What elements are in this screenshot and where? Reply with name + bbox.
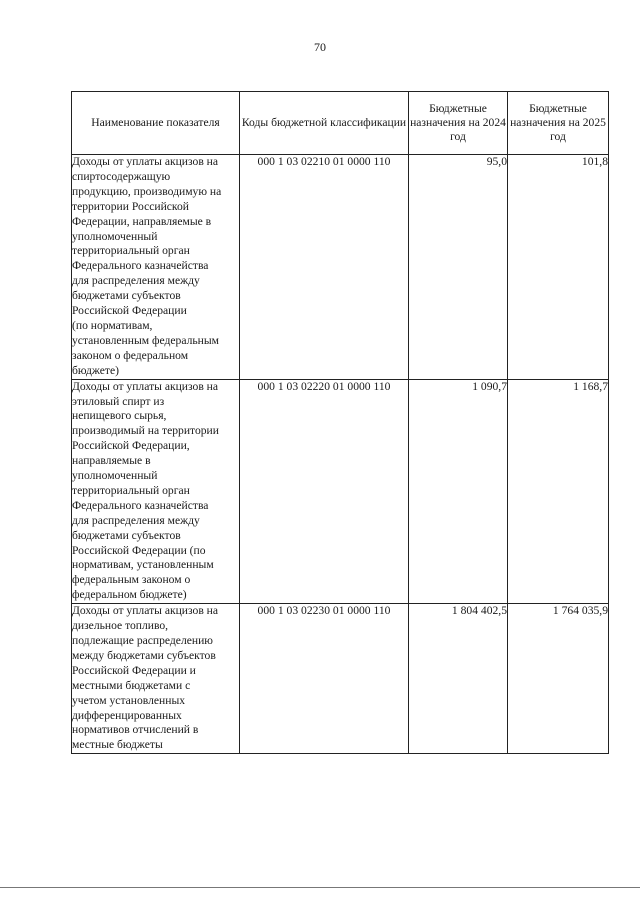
indicator-name-line: дизельное топливо, — [72, 619, 169, 633]
indicator-name-line: производимый на территории — [72, 424, 219, 438]
indicator-name-cell — [72, 379, 240, 604]
budget-2024-cell: 1 804 402,5 — [409, 604, 508, 754]
indicator-name-line: местными бюджетами с — [72, 678, 191, 692]
budget-code-cell: 000 1 03 02210 01 0000 110 — [240, 155, 409, 380]
budget-code-cell: 000 1 03 02230 01 0000 110 — [240, 604, 409, 754]
indicator-name-line: бюджете) — [72, 363, 119, 377]
indicator-name-line: Федерального казначейства — [72, 259, 209, 273]
indicator-name-line: нормативов отчислений в — [72, 723, 199, 737]
indicator-name-line: дифференцированных — [72, 708, 182, 722]
indicator-name-line: бюджетами субъектов — [72, 528, 181, 542]
indicator-name-line: Доходы от уплаты акцизов на — [72, 379, 219, 393]
indicator-name-line: спиртосодержащую — [72, 169, 171, 183]
indicator-name-line: (по нормативам, — [72, 318, 153, 332]
table-row — [72, 155, 609, 380]
indicator-name-line: продукцию, производимую на — [72, 184, 222, 198]
indicator-name-line: Российской Федерации (по — [72, 543, 206, 557]
header-budget-code: Коды бюджетной классификации — [240, 92, 409, 155]
indicator-name-line: Федерации, направляемые в — [72, 214, 212, 228]
indicator-name-line: между бюджетами субъектов — [72, 648, 216, 662]
indicator-name-line: федеральном бюджете) — [72, 588, 187, 602]
indicator-name-line: уполномоченный — [72, 469, 158, 483]
indicator-name-line: этиловый спирт из — [72, 394, 165, 408]
indicator-name-line: Доходы от уплаты акцизов на — [72, 155, 219, 168]
header-budget-2024: Бюджетные назначения на 2024 год — [409, 92, 508, 155]
indicator-name-line: подлежащие распределению — [72, 634, 213, 647]
header-indicator-name: Наименование показателя — [72, 92, 240, 155]
indicator-name-line: для распределения между — [72, 274, 200, 288]
indicator-name-line: бюджетами субъектов — [72, 289, 181, 303]
page-number: 70 — [314, 40, 326, 54]
page-bottom-rule — [0, 887, 640, 888]
indicator-name-cell — [72, 155, 240, 380]
indicator-name-line: территориальный орган — [72, 244, 190, 258]
budget-table — [71, 91, 609, 754]
table-row — [72, 379, 609, 604]
indicator-name-line: Российской Федерации и — [72, 663, 196, 677]
indicator-name-line: непищевого сырья, — [72, 409, 167, 423]
indicator-name-line: установленным федеральным — [72, 333, 219, 347]
budget-2025-cell: 1 764 035,9 — [508, 604, 609, 754]
indicator-name-cell — [72, 604, 240, 754]
indicator-name-line: Российской Федерации, — [72, 439, 190, 453]
table-row — [72, 604, 609, 754]
budget-2024-cell: 1 090,7 — [409, 379, 508, 604]
indicator-name-line: местные бюджеты — [72, 738, 163, 752]
indicator-name-line: нормативам, установленным — [72, 558, 214, 572]
indicator-name-line: Российской Федерации — [72, 304, 187, 318]
indicator-name-line: федеральным законом о — [72, 573, 191, 587]
indicator-name-line: Доходы от уплаты акцизов на — [72, 604, 219, 618]
indicator-name-line: законом о федеральном — [72, 348, 189, 362]
indicator-name-line: направляемые в — [72, 454, 151, 468]
indicator-name-line: территориальный орган — [72, 483, 190, 497]
indicator-name-line: для распределения между — [72, 513, 200, 527]
indicator-name-line: территории Российской — [72, 199, 189, 213]
indicator-name-line: Федерального казначейства — [72, 498, 209, 512]
indicator-name-line: уполномоченный — [72, 229, 158, 243]
budget-2025-cell: 101,8 — [508, 155, 609, 380]
budget-2024-cell: 95,0 — [409, 155, 508, 380]
budget-code-cell: 000 1 03 02220 01 0000 110 — [240, 379, 409, 604]
budget-2025-cell: 1 168,7 — [508, 379, 609, 604]
indicator-name-line: учетом установленных — [72, 693, 186, 707]
table-header-row — [72, 92, 609, 155]
header-budget-2025: Бюджетные назначения на 2025 год — [508, 92, 609, 155]
